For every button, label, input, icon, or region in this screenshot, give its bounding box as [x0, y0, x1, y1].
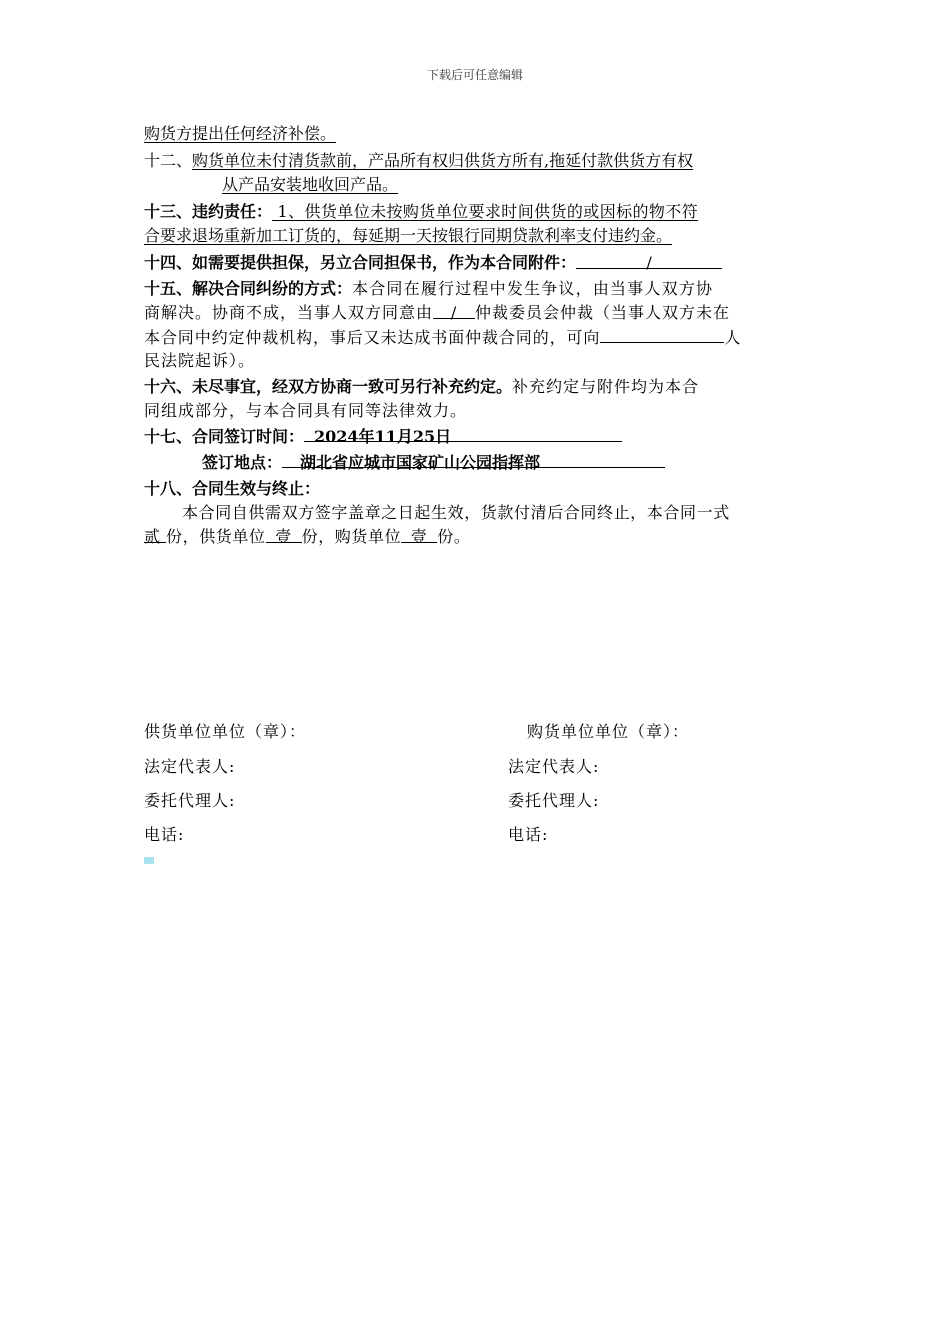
signing-place: 签订地点： 湖北省应城市国家矿山公园指挥部 — [202, 451, 665, 475]
text-anchor-marker — [144, 857, 154, 864]
supplier-legal-rep: 法定代表人: — [144, 757, 236, 776]
buyer-legal-rep: 法定代表人: — [508, 757, 600, 776]
supplier-phone: 电话: — [144, 825, 185, 844]
clause-15-line-4: 民法院起诉）。 — [144, 351, 256, 370]
supplier-seal-label: 供货单位单位（章）： — [144, 722, 307, 741]
clause-12: 十二、购货单位未付清货款前，产品所有权归供货方所有,拖延付款供货方有权 — [144, 151, 694, 170]
clause-15-line-2: 商解决。协商不成，当事人双方同意由 / 仲裁委员会仲裁（当事人双方未在 — [144, 303, 731, 322]
clause-16-continuation: 同组成部分，与本合同具有同等法律效力。 — [144, 401, 468, 420]
clause-11-continuation: 购货方提出任何经济补偿。 — [144, 124, 337, 143]
clause-15: 十五、解决合同纠纷的方式：本合同在履行过程中发生争议，由当事人双方协 — [144, 279, 714, 298]
page-header: 下载后可任意编辑 — [426, 68, 523, 82]
clause-18: 十八、合同生效与终止： — [144, 479, 321, 498]
buyer-agent: 委托代理人: — [508, 791, 600, 810]
buyer-phone: 电话: — [508, 825, 549, 844]
clause-18-text: 本合同自供需双方签字盖章之日起生效，货款付清后合同终止，本合同一式 — [182, 503, 730, 522]
clause-13-continuation: 合要求退场重新加工订货的，每延期一天按银行同期贷款利率支付违约金。 — [144, 226, 673, 245]
clause-16: 十六、未尽事宜，经双方协商一致可另行补充约定。补充约定与附件均为本合 — [144, 377, 700, 396]
clause-13: 十三、违约责任： 1、供货单位未按购货单位要求时间供货的或因标的物不符 — [144, 202, 699, 221]
clause-15-line-3: 本合同中约定仲裁机构，事后又未达成书面仲裁合同的，可向 人 — [144, 325, 741, 350]
clause-17: 十七、合同签订时间： 2024年11月25日 — [144, 425, 622, 449]
clause-18-copies: 贰 份，供货单位 壹 份，购货单位 壹 份。 — [144, 527, 471, 546]
supplier-agent: 委托代理人: — [144, 791, 236, 810]
clause-12-continuation: 从产品安装地收回产品。 — [222, 175, 399, 194]
buyer-seal-label: 购货单位单位（章）： — [527, 722, 690, 741]
clause-14: 十四、如需要提供担保，另立合同担保书，作为本合同附件： / — [144, 251, 722, 275]
